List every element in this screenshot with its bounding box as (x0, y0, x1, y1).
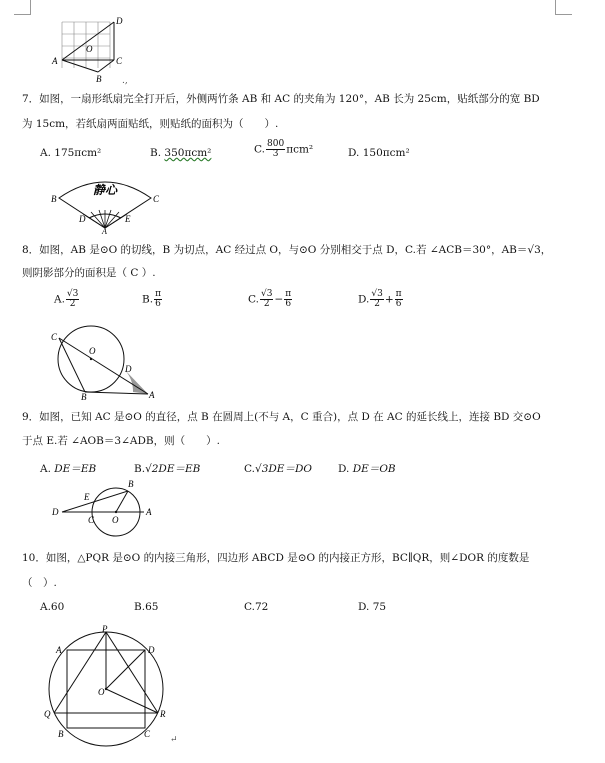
q10-option-a[interactable]: A.60 (40, 601, 65, 613)
return-mark: ↵ (170, 735, 178, 745)
label-A: A (56, 645, 62, 655)
label-B: B (96, 74, 102, 84)
label-C: C (153, 194, 160, 204)
q8-option-b[interactable]: B. $\frac{\pi}{6}$ (142, 289, 161, 309)
label-B: B (81, 392, 87, 400)
q7-option-c[interactable]: C. $\frac{800}{3}$ πcm² (254, 139, 314, 159)
label-O: O (112, 515, 119, 525)
label-O: O (98, 687, 105, 697)
label-C: C (51, 332, 58, 342)
q8-option-d[interactable]: D. $\frac{√3}{2}$ + $\frac{\pi}{6}$ (358, 289, 402, 309)
q9-text-line1: 9．如图，已知 AC 是⊙O 的直径，点 B 在圆周上(不与 A，C 重合)，点 D 在 AC 的延长线上，连接 BD 交⊙O (22, 411, 541, 423)
q10-text-line2: （ ）. (22, 577, 57, 589)
q9-option-d[interactable]: D. DE＝OB (338, 463, 396, 475)
label-D: D (125, 364, 132, 374)
q7-option-d[interactable]: D. 150πcm² (348, 147, 410, 159)
q10-option-b[interactable]: B.65 (134, 601, 159, 613)
label-A: A (146, 507, 152, 517)
label-D: D (148, 645, 155, 655)
corner-mark-left (14, 0, 31, 15)
q9-option-b[interactable]: B.√2DE＝EB (134, 463, 201, 475)
paragraph-mark: ., (122, 76, 128, 86)
q7-fan-figure (45, 172, 165, 234)
label-B: B (51, 194, 57, 204)
top-grid-figure (50, 10, 140, 85)
q9-circle-figure (50, 475, 160, 537)
q7-text-line2: 为 15cm，若纸扇两面贴纸，则贴纸的面积为（ ）. (22, 118, 279, 130)
q9-option-a[interactable]: A. DE＝EB (40, 463, 97, 475)
label-R: R (160, 709, 166, 719)
label-A: A (52, 56, 58, 66)
label-Q: Q (44, 709, 51, 719)
label-C: C (88, 515, 95, 525)
q8-option-c[interactable]: C. $\frac{√3}{2}$ − $\frac{\pi}{6}$ (248, 289, 292, 309)
label-A: A (102, 227, 107, 234)
label-E: E (84, 492, 90, 502)
corner-mark-right (555, 0, 572, 15)
q10-option-d[interactable]: D. 75 (358, 601, 387, 613)
label-C: C (116, 56, 123, 66)
q7-option-b[interactable]: B. 350πcm² (150, 147, 212, 159)
q9-text-line2: 于点 E.若 ∠AOB＝3∠ADB，则（ ）. (22, 435, 220, 447)
label-B: B (128, 479, 134, 489)
label-O: O (89, 346, 96, 356)
label-D: D (79, 214, 86, 224)
q8-text-line2: 则阴影部分的面积是（ C ）. (22, 267, 156, 279)
label-C: C (144, 729, 151, 739)
label-A: A (149, 390, 155, 400)
label-B: B (58, 729, 64, 739)
q10-option-c[interactable]: C.72 (244, 601, 269, 613)
q8-text-line1: 8．如图，AB 是⊙O 的切线，B 为切点，AC 经过点 O，与⊙O 分别相交于点 D，C.若 ∠ACB＝30°，AB＝√3， (22, 244, 552, 256)
q8-option-a[interactable]: A. $\frac{√3}{2}$ (54, 289, 79, 309)
label-D: D (116, 16, 123, 26)
fan-text: 静心 (93, 183, 118, 197)
label-P: P (102, 625, 108, 634)
label-E: E (125, 214, 131, 224)
q7-text-line1: 7．如图，一扇形纸扇完全打开后，外侧两竹条 AB 和 AC 的夹角为 120°，AB 长为 25cm，贴纸部分的宽 BD (22, 93, 540, 105)
q8-circle-figure (45, 322, 165, 400)
q9-option-c[interactable]: C.√3DE＝DO (244, 463, 312, 475)
label-D: D (52, 507, 59, 517)
q10-circle-figure (40, 625, 180, 750)
label-O: O (86, 44, 93, 54)
q7-option-a[interactable]: A. 175πcm² (40, 147, 102, 159)
q10-text-line1: 10．如图，△PQR 是⊙O 的内接三角形，四边形 ABCD 是⊙O 的内接正方形，BC∥QR，则∠DOR 的度数是 (22, 552, 530, 564)
